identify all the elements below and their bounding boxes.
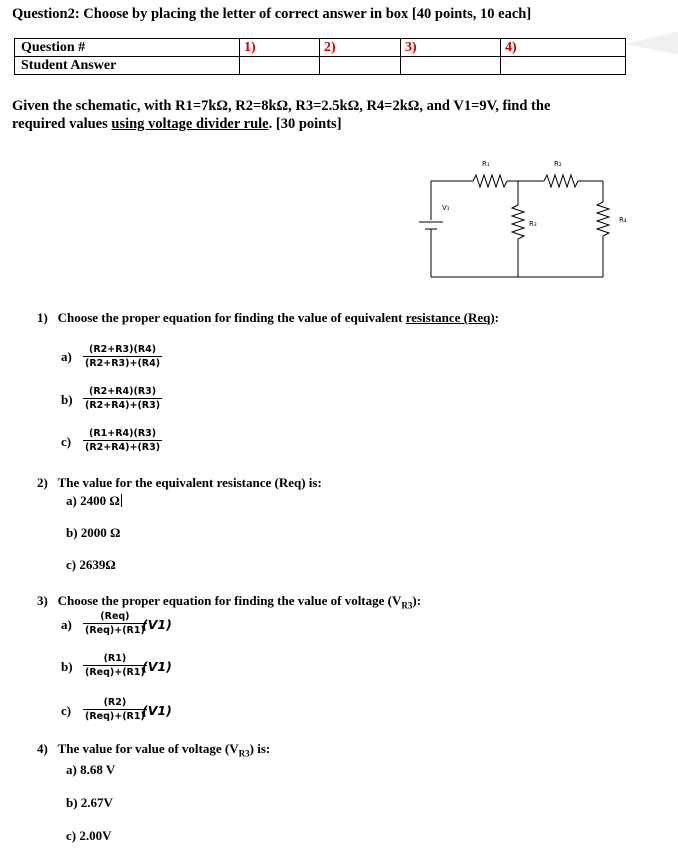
q1-option-c-fraction[interactable]	[83, 428, 162, 453]
q1-c-denominator: (R2+R4)+(R3)	[85, 442, 161, 453]
q3-a-numerator: (Req)	[100, 611, 130, 622]
answer-cell-3[interactable]	[401, 57, 501, 75]
r4-label: R₄	[619, 216, 627, 224]
q1-text-end: :	[494, 310, 500, 325]
question-3	[37, 593, 421, 611]
q4-number: 4)	[37, 741, 48, 756]
q3-option-c-label[interactable]: c)	[61, 703, 72, 718]
answer-cell-1[interactable]	[240, 57, 320, 75]
resistor-r3	[512, 205, 524, 239]
q3-text-start: Choose the proper equation for finding the value of voltage (V	[57, 593, 402, 608]
q1-option-a-label[interactable]: a)	[61, 349, 72, 364]
problem-line-1: Given the schematic, with R1=7kΩ, R2=8kΩ, R3=2.5kΩ, R4=2kΩ, and V1=9V, find the	[12, 98, 551, 114]
answer-cell-2[interactable]	[320, 57, 401, 75]
question-number-2: 2)	[320, 39, 401, 57]
r3-label: R₃	[529, 220, 537, 228]
q2-option-a-text: a) 2400 Ω	[66, 493, 120, 508]
q1-a-denominator: (R2+R3)+(R4)	[85, 358, 161, 369]
text-cursor	[121, 494, 122, 507]
question-2	[37, 475, 322, 491]
question-number-label: Question #	[15, 39, 240, 57]
q2-number: 2)	[37, 475, 48, 490]
q1-c-numerator: (R1+R4)(R3)	[88, 428, 157, 439]
question-number-row	[15, 39, 626, 57]
decorative-corner	[625, 30, 678, 56]
question-number-4: 4)	[501, 39, 626, 57]
q1-option-b-fraction[interactable]	[83, 386, 162, 411]
problem-line-2	[12, 115, 622, 133]
resistor-r2	[544, 175, 578, 187]
question-number-3: 3)	[401, 39, 501, 57]
problem-statement	[12, 97, 622, 133]
q1-b-denominator: (R2+R4)+(R3)	[85, 400, 161, 411]
question-title: Question2: Choose by placing the letter of correct answer in box [40 points, 10 each]	[12, 6, 532, 22]
resistor-r1	[473, 175, 507, 187]
resistor-r4	[597, 202, 609, 236]
q3-b-numerator: (R1)	[103, 653, 127, 664]
v1-label: V₁	[442, 204, 450, 212]
voltage-divider-rule-text: using voltage divider rule	[111, 116, 269, 132]
points-text: . [30 points]	[268, 116, 342, 132]
q3-a-denominator: (Req)+(R1)	[85, 625, 145, 636]
q2-option-c[interactable]: c) 2639Ω	[66, 557, 116, 572]
q4-text-start: The value for value of voltage (V	[57, 741, 239, 756]
q1-text-start: Choose the proper equation for finding the value of equivalent	[57, 310, 406, 325]
q1-option-c-label[interactable]: c)	[61, 434, 72, 449]
q4-option-a[interactable]: a) 8.68 V	[66, 762, 116, 777]
circuit-schematic	[405, 150, 640, 285]
q2-text: The value for the equivalent resistance (Req) is:	[57, 475, 322, 490]
q1-number: 1)	[37, 310, 48, 325]
q3-option-a-fraction[interactable]	[83, 611, 147, 636]
q3-c-multiplier: (V1)	[142, 703, 172, 718]
q3-option-b-label[interactable]: b)	[61, 659, 73, 674]
q3-option-c-fraction[interactable]	[83, 697, 147, 722]
q4-option-c[interactable]: c) 2.00V	[66, 828, 112, 843]
q1-b-numerator: (R2+R4)(R3)	[88, 386, 157, 397]
q3-c-numerator: (R2)	[103, 697, 127, 708]
problem-line-2-start: required values	[12, 116, 112, 132]
q3-b-multiplier: (V1)	[142, 659, 172, 674]
q4-text-subscript: R3	[238, 748, 250, 759]
q3-number: 3)	[37, 593, 48, 608]
q3-text-subscript: R3	[401, 600, 413, 611]
q3-b-denominator: (Req)+(R1)	[85, 667, 145, 678]
q2-option-a[interactable]	[66, 493, 122, 509]
question-number-1: 1)	[240, 39, 320, 57]
q1-option-a-fraction[interactable]	[83, 344, 162, 369]
q3-text-end: ):	[412, 593, 422, 608]
q3-option-a-label[interactable]: a)	[61, 617, 72, 632]
q4-text-end: ) is:	[249, 741, 271, 756]
question-4	[37, 741, 270, 759]
answer-cell-4[interactable]	[501, 57, 626, 75]
q1-text-underlined: resistance (Req)	[405, 310, 495, 325]
question-1	[37, 310, 499, 326]
r1-label: R₁	[482, 160, 490, 168]
q4-option-b[interactable]: b) 2.67V	[66, 795, 113, 810]
r2-label: R₂	[554, 160, 562, 168]
q1-option-b-label[interactable]: b)	[61, 392, 73, 407]
student-answer-row	[15, 57, 626, 75]
q3-c-denominator: (Req)+(R1)	[85, 711, 145, 722]
q3-a-multiplier: (V1)	[142, 617, 172, 632]
q2-option-b[interactable]: b) 2000 Ω	[66, 525, 121, 540]
q1-a-numerator: (R2+R3)(R4)	[88, 344, 157, 355]
student-answer-label: Student Answer	[15, 57, 240, 75]
q3-option-b-fraction[interactable]	[83, 653, 147, 678]
answer-table	[14, 38, 626, 75]
